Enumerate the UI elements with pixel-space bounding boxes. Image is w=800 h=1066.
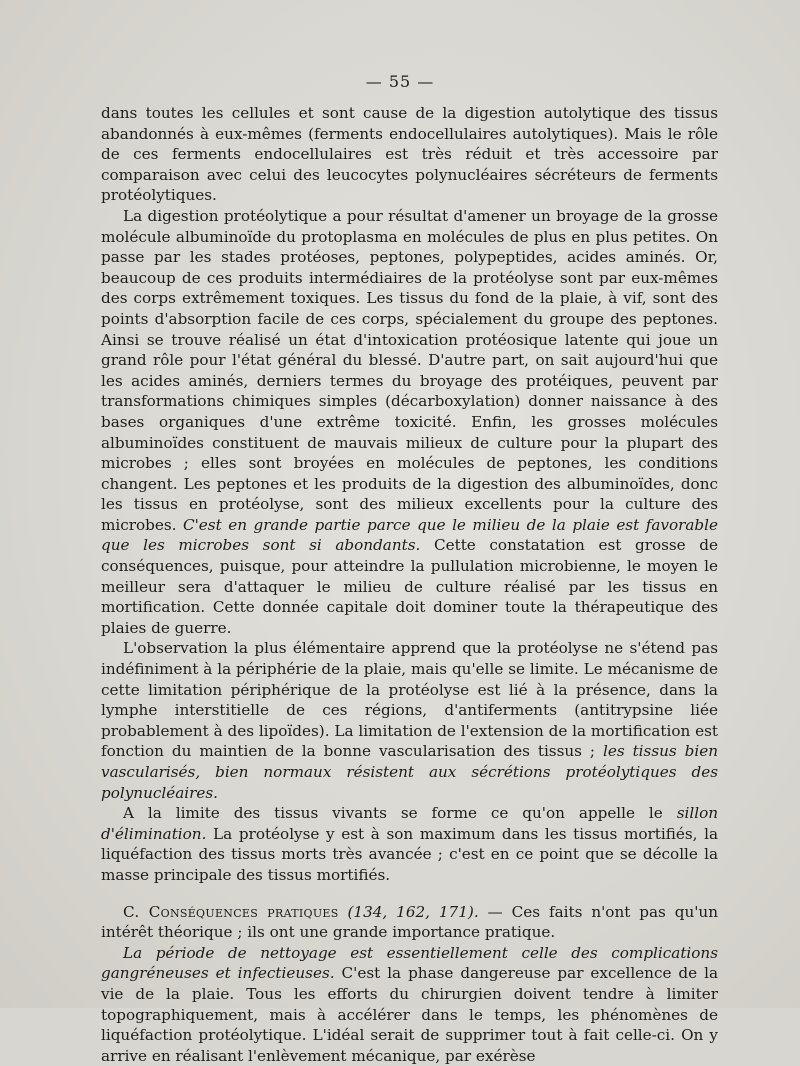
text-segment: les tissus bien vascularisés, bien normaux résistent aux sécrétions protéolytiques des polynucléaires.	[101, 742, 718, 802]
text-segment: C'est la phase dangereuse par excellence de la vie de la plaie. Tous les efforts du chirurgien doivent tendre à limiter topographiquement, mais à accélérer dans le temps, les phénomènes de liquéfaction protéolytique. L'idéal serait de supprimer tout à fait celle-ci. On y arrive en réalisant l'enlèvement mécanique, par exérèse	[101, 964, 718, 1065]
paragraph	[101, 638, 718, 803]
text-segment: La période de nettoyage est essentiellement celle des complications gangréneuses et infectieuses.	[101, 943, 718, 983]
text-segment: sillon d'élimination.	[101, 804, 718, 843]
page-number: — 55 —	[365, 72, 435, 91]
paragraph	[101, 943, 718, 1066]
text-segment: La digestion protéolytique a pour résultat d'amener un broyage de la grosse molécule albuminoïde du protoplasma en molécules de plus en plus petites. On passe par les stades protéoses, peptones, polypeptides, acides aminés. Or, beaucoup de ces produits intermédiaires de la protéolyse sont par eux-mêmes des corps extrêmement toxiques. Les tissus du fond de la plaie, à vif, sont des points d'absorption facile de ces corps, spécialement du groupe des peptones. Ainsi se trouve réalisé un état d'intoxication protéosique latente qui joue un grand rôle pour l'état général du blessé. D'autre part, on sait aujourd'hui que les acides aminés, derniers termes du broyage des protéiques, peuvent par transformations chimiques simples (décarboxylation) donner naissance à des bases organiques d'une extrême toxicité. Enfin, les grosses molécules albuminoïdes constituent de mauvais milieux de culture pour la plupart des microbes ; elles sont broyées en molécules de peptones, les conditions changent. Les peptones et les produits de la digestion des albuminoïdes, donc les tissus en protéolyse, sont des milieux excellents pour la culture des microbes.	[101, 206, 718, 534]
body-text	[101, 103, 718, 1066]
section-paragraph	[101, 902, 718, 943]
text-segment: L'observation la plus élémentaire apprend que la protéolyse ne s'étend pas indéfiniment à la périphérie de la plaie, mais qu'elle se limite. Le mécanisme de cette limitation périphérique de la protéolyse est lié à la présence, dans la lymphe interstitielle de ces régions, d'antiferments (antitrypsine liée probablement à des lipoïdes). La limitation de l'extension de la mortification est fonction du maintien de la bonne vascularisation des tissus ;	[101, 639, 718, 761]
paragraph	[101, 803, 718, 885]
text-segment: La protéolyse y est à son maximum dans les tissus mortifiés, la liquéfaction des tissus morts très avancée ; c'est en ce point que se décolle la masse principale des tissus mortifiés.	[101, 824, 718, 884]
text-segment: dans toutes les cellules et sont cause de la digestion autolytique des tissus abandonnés à eux-mêmes (ferments endocellulaires autolytiques). Mais le rôle de ces ferments endocellulaires est très réduit et très accessoire par comparaison avec celui des leucocytes polynucléaires sécréteurs de ferments protéolytiques.	[101, 104, 718, 205]
text-segment: A la limite des tissus vivants se forme ce qu'on appelle le	[123, 804, 677, 823]
text-segment: (134, 162, 171).	[338, 902, 479, 921]
text-segment: — Ces faits n'ont pas qu'un intérêt théorique ; ils ont une grande importance pratique.	[101, 902, 718, 942]
text-segment: C'est en grande partie parce que le milieu de la plaie est favorable que les microbes sont si abondants.	[101, 515, 718, 555]
paragraph	[101, 206, 718, 638]
paragraph	[101, 103, 718, 206]
text-segment: C. Conséquences pratiques	[123, 902, 339, 921]
text-segment: Cette constatation est grosse de conséquences, puisque, pour atteindre la pullulation microbienne, le moyen le meilleur sera d'attaquer le milieu de culture réalisé par les tissus en mortification. Cette donnée capitale doit dominer toute la thérapeutique des plaies de guerre.	[101, 536, 718, 637]
